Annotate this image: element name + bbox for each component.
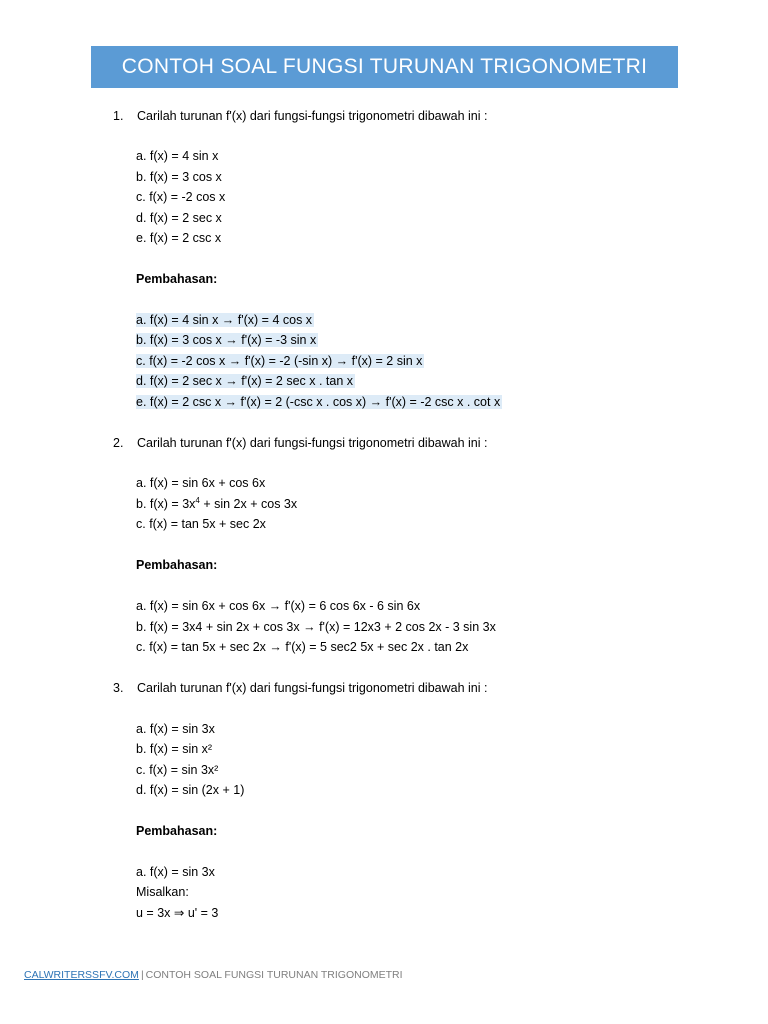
question-2-answer: c. f(x) = tan 5x + sec 2x → f'(x) = 5 sec2 5x + sec 2x . tan 2x xyxy=(136,640,469,654)
footer-site-link[interactable]: CALWRITERSSFV.COM xyxy=(24,969,139,981)
question-1-item: e. f(x) = 2 csc x xyxy=(136,231,222,245)
question-3-item: a. f(x) = sin 3x xyxy=(136,722,215,736)
exponent: 4 xyxy=(195,496,200,505)
question-1-answer xyxy=(136,353,424,370)
answer-highlight: e. f(x) = 2 csc x → f'(x) = 2 (-csc x . cos x) → f'(x) = -2 csc x . cot x xyxy=(136,395,501,409)
question-3-work-line: a. f(x) = sin 3x xyxy=(136,865,215,879)
question-3-item: b. f(x) = sin x² xyxy=(136,742,213,756)
question-1-item: d. f(x) = 2 sec x xyxy=(136,211,222,225)
question-2-answer: b. f(x) = 3x4 + sin 2x + cos 3x → f'(x) = 12x3 + 2 cos 2x - 3 sin 3x xyxy=(136,620,496,634)
question-3-pembahasan-heading: Pembahasan: xyxy=(136,824,218,838)
answer-highlight: d. f(x) = 2 sec x → f'(x) = 2 sec x . tan x xyxy=(136,374,354,388)
question-1-pembahasan-heading: Pembahasan: xyxy=(136,272,218,286)
question-2-pembahasan-heading: Pembahasan: xyxy=(136,558,218,572)
question-2-prompt: Carilah turunan f'(x) dari fungsi-fungsi trigonometri dibawah ini : xyxy=(137,436,488,450)
item-text: + sin 2x + cos 3x xyxy=(199,497,298,511)
answer-highlight: b. f(x) = 3 cos x → f'(x) = -3 sin x xyxy=(136,333,317,347)
question-1-answer xyxy=(136,332,318,349)
question-2-number: 2. xyxy=(113,436,124,450)
question-2-item: a. f(x) = sin 6x + cos 6x xyxy=(136,476,266,490)
question-1-number: 1. xyxy=(113,109,124,123)
answer-highlight: a. f(x) = 4 sin x → f'(x) = 4 cos x xyxy=(136,313,313,327)
question-1-item: b. f(x) = 3 cos x xyxy=(136,170,222,184)
question-3-work-line: Misalkan: xyxy=(136,885,189,899)
question-3-prompt: Carilah turunan f'(x) dari fungsi-fungsi trigonometri dibawah ini : xyxy=(137,681,488,695)
question-2-item xyxy=(136,496,297,513)
footer-text: CONTOH SOAL FUNGSI TURUNAN TRIGONOMETRI xyxy=(145,969,403,981)
page-title: CONTOH SOAL FUNGSI TURUNAN TRIGONOMETRI xyxy=(91,46,678,88)
question-1-answer xyxy=(136,394,502,411)
question-3-item: d. f(x) = sin (2x + 1) xyxy=(136,783,245,797)
question-1-answer xyxy=(136,373,355,390)
question-1-item: a. f(x) = 4 sin x xyxy=(136,149,219,163)
question-3-item: c. f(x) = sin 3x² xyxy=(136,763,219,777)
question-2-answer: a. f(x) = sin 6x + cos 6x → f'(x) = 6 cos 6x - 6 sin 6x xyxy=(136,599,421,613)
question-2-item: c. f(x) = tan 5x + sec 2x xyxy=(136,517,266,531)
item-text: b. f(x) = 3x xyxy=(136,497,196,511)
question-3-work-line: u = 3x ⇒ u' = 3 xyxy=(136,906,219,920)
question-1-prompt: Carilah turunan f'(x) dari fungsi-fungsi trigonometri dibawah ini : xyxy=(137,109,488,123)
question-1-answer xyxy=(136,312,314,329)
question-3-number: 3. xyxy=(113,681,124,695)
answer-highlight: c. f(x) = -2 cos x → f'(x) = -2 (-sin x) → f'(x) = 2 sin x xyxy=(136,354,423,368)
footer-separator: | xyxy=(140,969,144,981)
question-1-item: c. f(x) = -2 cos x xyxy=(136,190,226,204)
page-footer xyxy=(24,969,403,981)
